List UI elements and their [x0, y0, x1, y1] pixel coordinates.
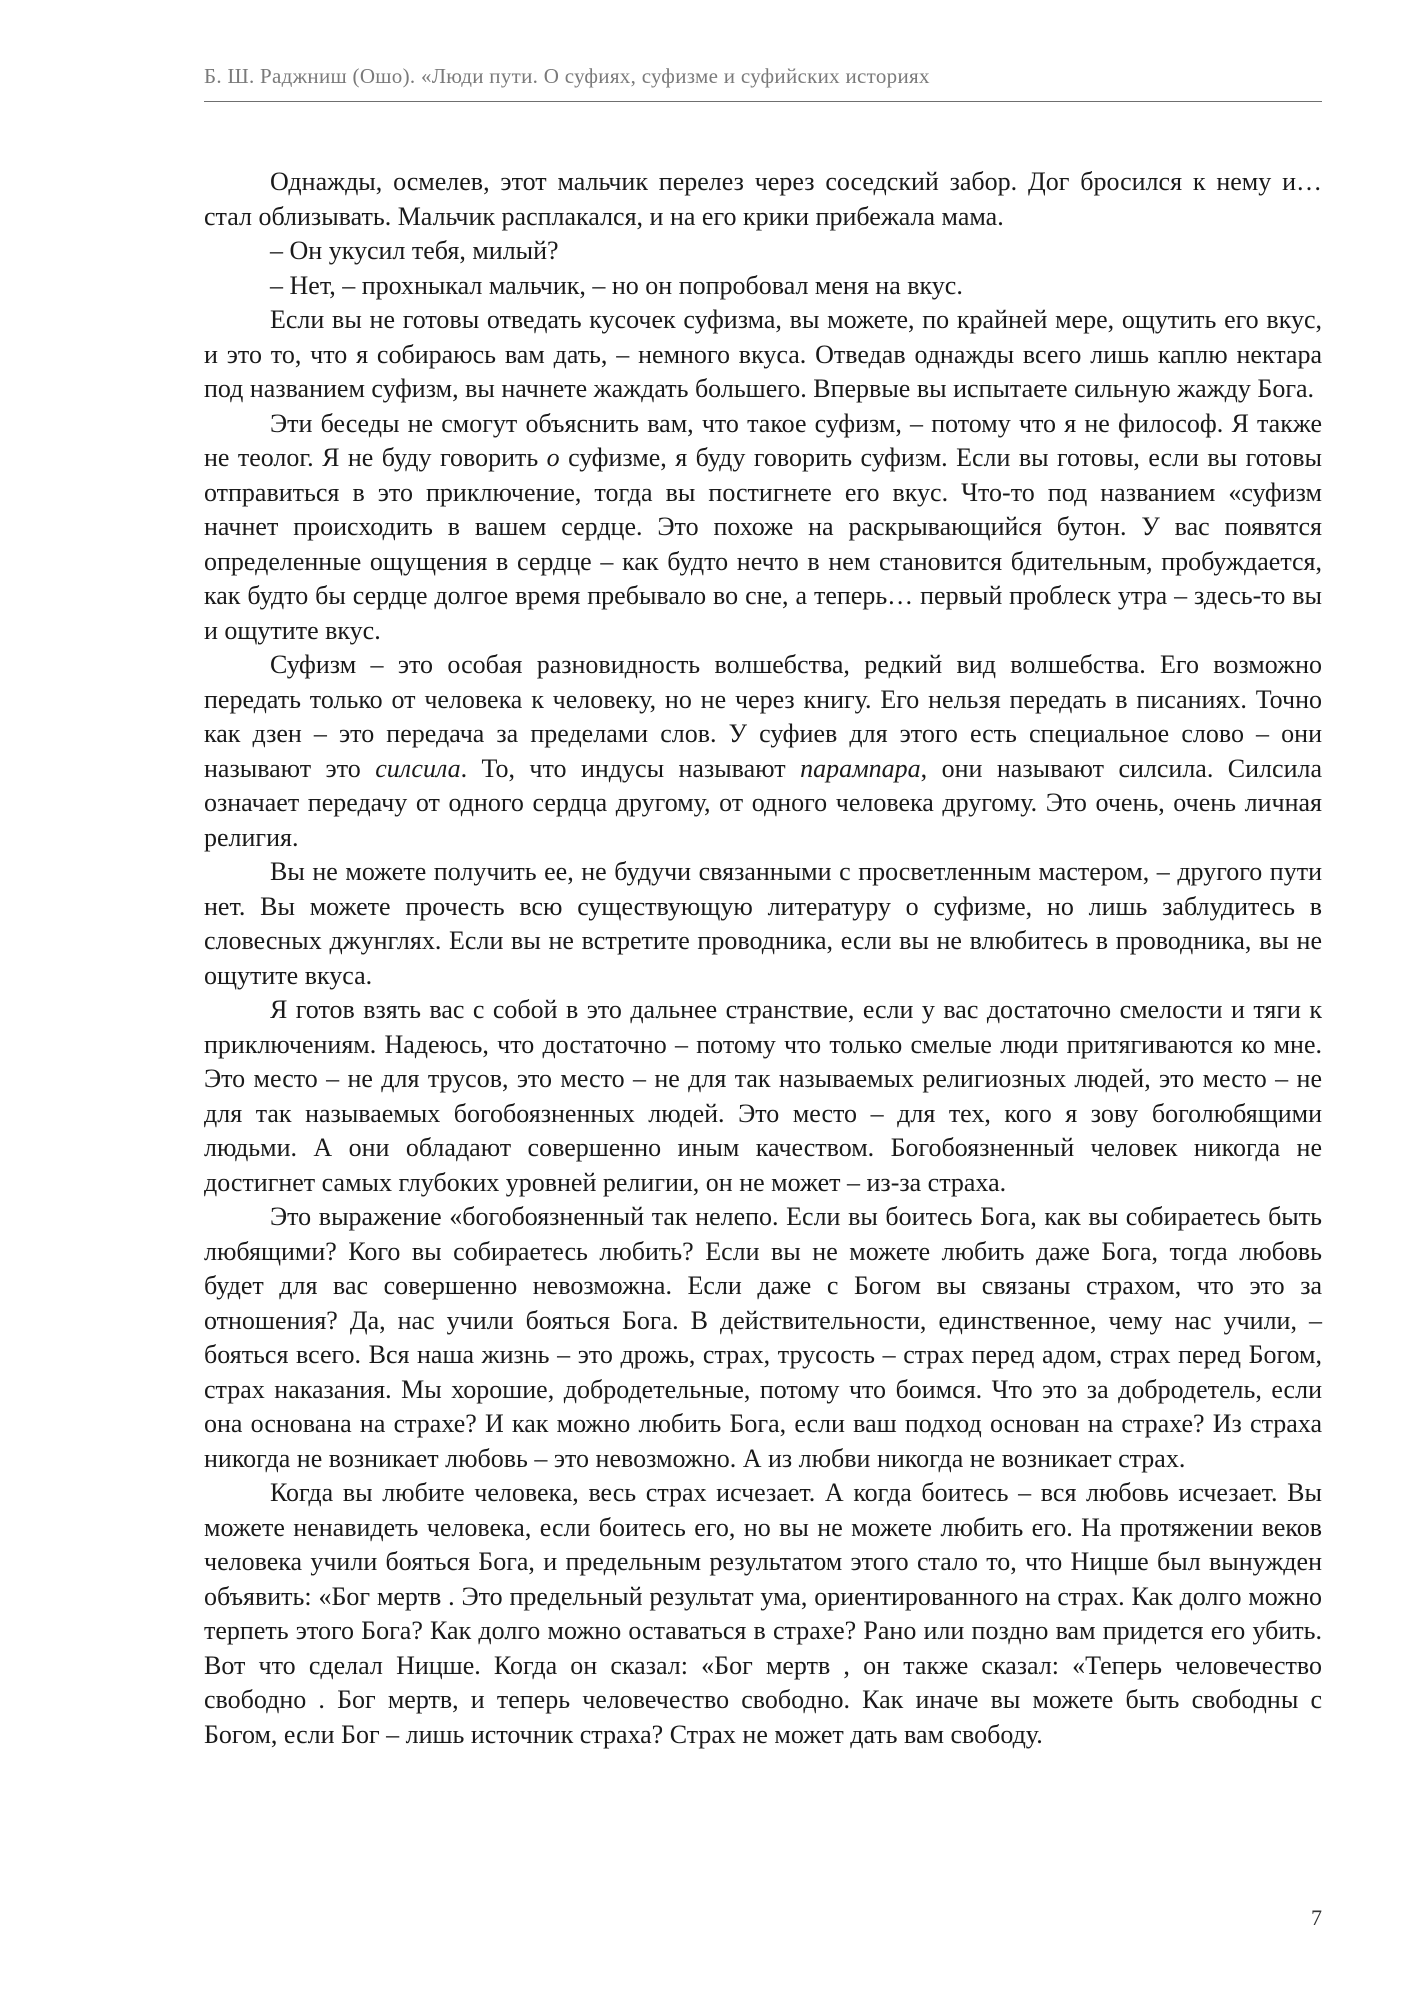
paragraph — [204, 269, 1322, 304]
text-run: Однажды, осмелев, этот мальчик перелез через соседский забор. Дог бросился к нему и… стал облизывать. Мальчик расплакался, и на его крики прибежала мама. — [204, 167, 1322, 231]
paragraph — [204, 1476, 1322, 1752]
paragraph — [204, 1200, 1322, 1476]
paragraph — [204, 303, 1322, 407]
text-run: Эти беседы не смогут объяснить вам, что такое суфизм, – потому что я не философ. Я также не теолог. Я не буду говорить — [204, 408, 1322, 472]
paragraph — [204, 165, 1322, 234]
paragraph — [204, 993, 1322, 1200]
paragraph — [204, 855, 1322, 993]
text-run: Я готов взять вас с собой в это дальнее странствие, если у вас достаточно смелости и тяги к приключениям. Надеюсь, что достаточно – потому что только смелые люди притягиваются ко мне. Это место – не для трусов, это место – не для так называемых религиозных людей, это место – не для так называемых богобоязненных людей. Это место – для тех, кого я зову боголюбящими людьми. А они обладают совершенно иным качеством. Богобоязненный человек никогда не достигнет самых глубоких уровней религии, он не может – из-за страха. — [204, 995, 1322, 1197]
text-run: Когда вы любите человека, весь страх исчезает. А когда боитесь – вся любовь исчезает. Вы можете ненавидеть человека, если боитесь его, но вы не можете любить его. На протяжении веков человека учили бояться Бога, и предельным результатом этого стало то, что Ницше был вынужден объявить: «Бог мертв . Это предельный результат ума, ориентированного на страх. Как долго можно терпеть этого Бога? Как долго можно оставаться в страхе? Рано или поздно вам придется его убить. Вот что сделал Ницше. Когда он сказал: «Бог мертв , он также сказал: «Теперь человечество свободно . Бог мертв, и теперь человечество свободно. Как иначе вы можете быть свободны с Богом, если Бог – лишь источник страха? Страх не может дать вам свободу. — [204, 1478, 1322, 1749]
running-header: Б. Ш. Раджниш (Ошо). «Люди пути. О суфиях, суфизме и суфийских историях — [204, 64, 930, 88]
text-run: Вы не можете получить ее, не будучи связанными с просветленным мастером, – другого пути нет. Вы можете прочесть всю существующую литературу о суфизме, но лишь заблудитесь в словесных джунглях. Если вы не встретите проводника, если вы не влюбитесь в проводника, вы не ощутите вкуса. — [204, 857, 1322, 990]
paragraph — [204, 648, 1322, 855]
italic-term: о — [546, 443, 560, 472]
paragraph — [204, 407, 1322, 649]
text-run: . То, что индусы называют — [460, 753, 801, 783]
text-run: – Нет, – прохныкал мальчик, – но он попробовал меня на вкус. — [270, 270, 963, 300]
italic-term: парампара — [800, 753, 921, 783]
text-run: , они называют силсила. Силсила означает передачу от одного сердца другому, от одного человека другому. Это очень, очень личная религия. — [204, 753, 1322, 852]
text-run: Это выражение «богобоязненный так нелепо. Если вы боитесь Бога, как вы собираетесь быть любящими? Кого вы собираетесь любить? Если вы не можете любить даже Бога, тогда любовь будет для вас совершенно невозможна. Если даже с Богом вы связаны страхом, что это за отношения? Да, нас учили бояться Бога. В действительности, единственное, чему нас учили, – бояться всего. Вся наша жизнь – это дрожь, страх, трусость – страх перед адом, страх перед Богом, страх наказания. Мы хорошие, добродетельные, потому что боимся. Что это за добродетель, если она основана на страхе? И как можно любить Бога, если ваш подход основан на страхе? Из страха никогда не возникает любовь – это невозможно. А из любви никогда не возникает страх. — [204, 1202, 1322, 1473]
body-text — [204, 165, 1322, 1752]
paragraph — [204, 234, 1322, 269]
text-run: суфизме, я буду говорить суфизм. Если вы готовы, если вы готовы отправиться в это приключение, тогда вы постигнете его вкус. Что-то под названием «суфизм начнет происходить в вашем сердце. Это похоже на раскрывающийся бутон. У вас появятся определенные ощущения в сердце – как будто нечто в нем становится бдительным, пробуждается, как будто бы сердце долгое время пребывало во сне, а теперь… первый проблеск утра – здесь-то вы и ощутите вкус. — [204, 443, 1323, 645]
page-number: 7 — [1311, 1905, 1322, 1930]
text-run: Суфизм – это особая разновидность волшебства, редкий вид волшебства. Его возможно передать только от человека к человеку, но не через книгу. Его нельзя передать в писаниях. Точно как дзен – это передача за пределами слов. У суфиев для этого есть специальное слово – они называют это — [204, 650, 1322, 783]
header-rule — [204, 101, 1322, 102]
text-run: – Он укусил тебя, милый? — [270, 236, 559, 265]
text-run: Если вы не готовы отведать кусочек суфизма, вы можете, по крайней мере, ощутить его вкус, и это то, что я собираюсь вам дать, – немного вкуса. Отведав однажды всего лишь каплю нектара под названием суфизм, вы начнете жаждать большего. Впервые вы испытаете сильную жажду Бога. — [204, 305, 1322, 403]
italic-term: силсила — [375, 753, 461, 783]
